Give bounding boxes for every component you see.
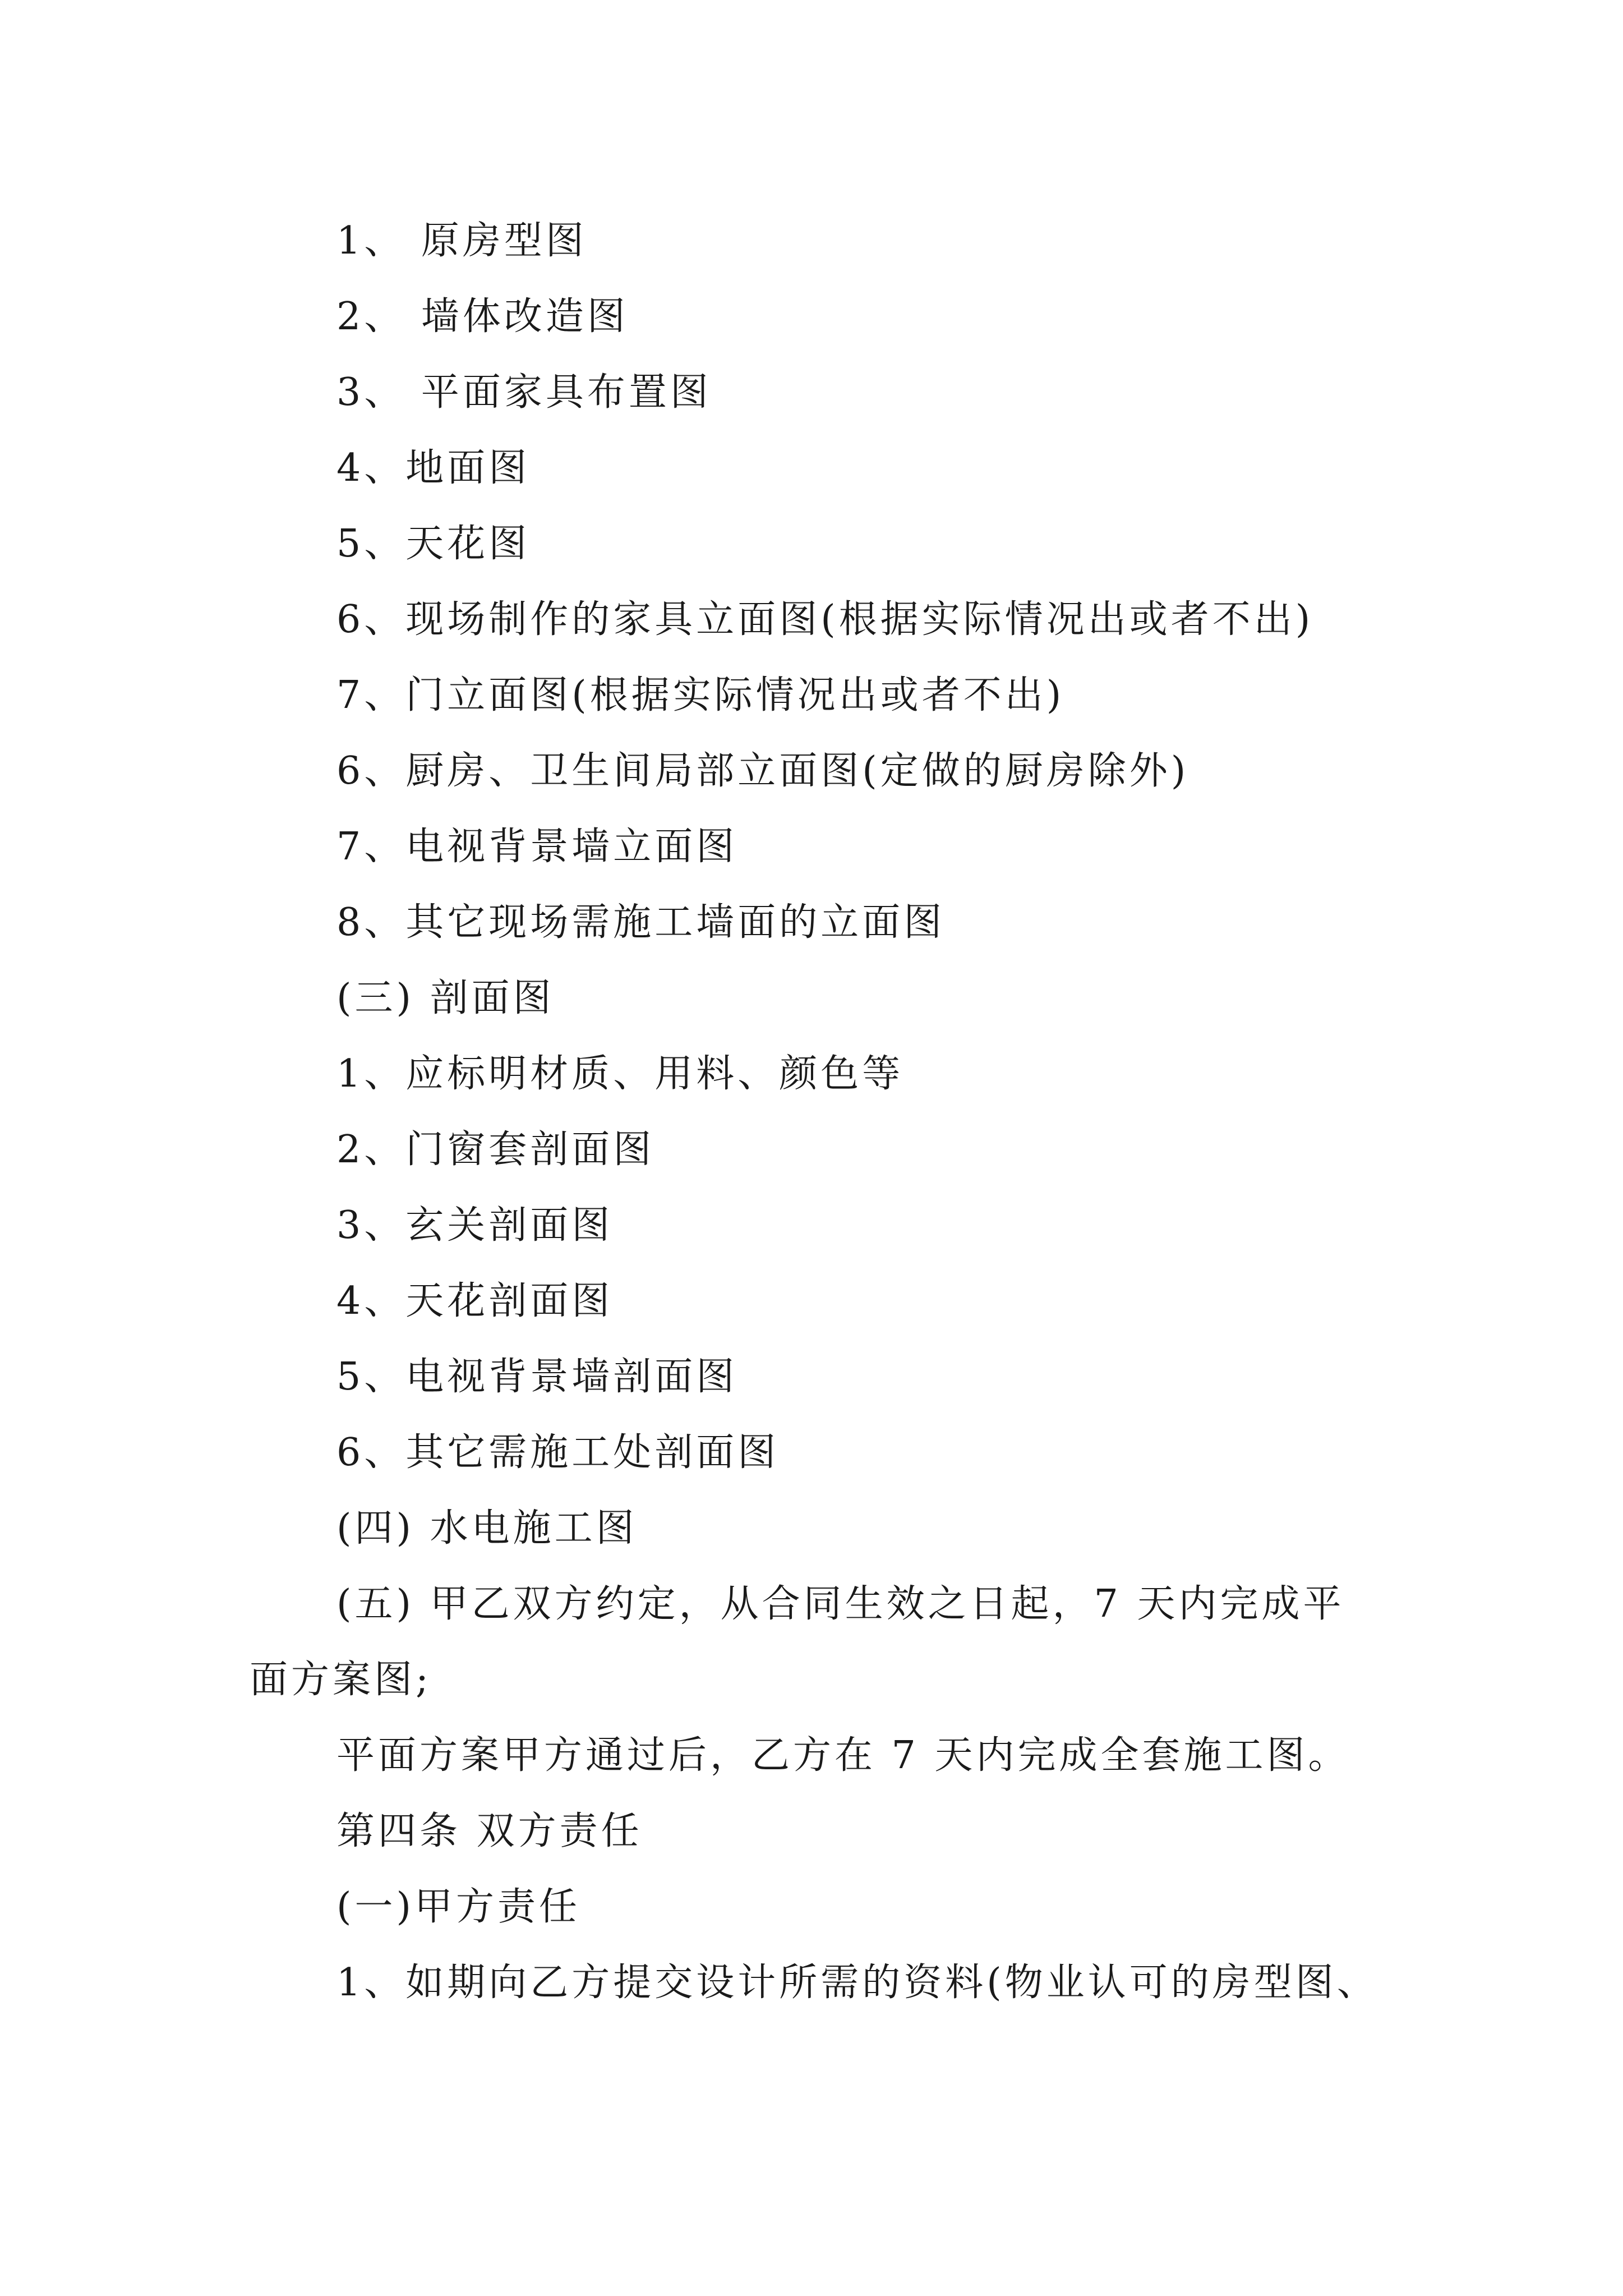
section-heading-sections: (三) 剖面图 xyxy=(336,976,555,1020)
paragraph-construction-drawings: 平面方案甲方通过后，乙方在 7 天内完成全套施工图。 xyxy=(336,1733,1350,1778)
list-item-wall-renovation-plan: 2、 墙体改造图 xyxy=(336,295,629,339)
list-item-ceiling-section: 4、天花剖面图 xyxy=(336,1279,614,1323)
list-item-door-elevation: 7、门立面图(根据实际情况出或者不出) xyxy=(336,673,1065,717)
list-item-furniture-elevation: 6、现场制作的家具立面图(根据实际情况出或者不出) xyxy=(336,597,1314,642)
list-item-submit-materials: 1、如期向乙方提交设计所需的资料(物业认可的房型图、 xyxy=(336,1961,1378,2005)
list-item-entrance-section: 3、玄关剖面图 xyxy=(336,1203,614,1248)
list-item-ceiling-plan: 5、天花图 xyxy=(336,522,531,566)
list-item-tv-wall-section: 5、电视背景墙剖面图 xyxy=(336,1355,738,1399)
paragraph-agreement-line2: 面方案图; xyxy=(250,1658,432,1702)
list-item-other-wall-elevation: 8、其它现场需施工墙面的立面图 xyxy=(336,900,946,945)
list-item-tv-wall-elevation: 7、电视背景墙立面图 xyxy=(336,825,738,869)
list-item-other-section: 6、其它需施工处剖面图 xyxy=(336,1430,780,1475)
list-item-furniture-layout-plan: 3、 平面家具布置图 xyxy=(336,370,712,415)
list-item-materials-note: 1、应标明材质、用料、颜色等 xyxy=(336,1052,904,1096)
list-item-original-floor-plan: 1、 原房型图 xyxy=(336,219,587,263)
article-heading-responsibilities: 第四条 双方责任 xyxy=(336,1809,643,1853)
section-heading-plumbing-electrical: (四) 水电施工图 xyxy=(336,1506,638,1550)
list-item-door-window-section: 2、门窗套剖面图 xyxy=(336,1128,655,1172)
list-item-kitchen-bath-elevation: 6、厨房、卫生间局部立面图(定做的厨房除外) xyxy=(336,749,1189,793)
subheading-party-a-responsibility: (一)甲方责任 xyxy=(336,1885,581,1929)
list-item-floor-plan: 4、地面图 xyxy=(336,446,531,490)
paragraph-agreement-line1: (五) 甲乙双方约定，从合同生效之日起，7 天内完成平 xyxy=(336,1582,1345,1626)
